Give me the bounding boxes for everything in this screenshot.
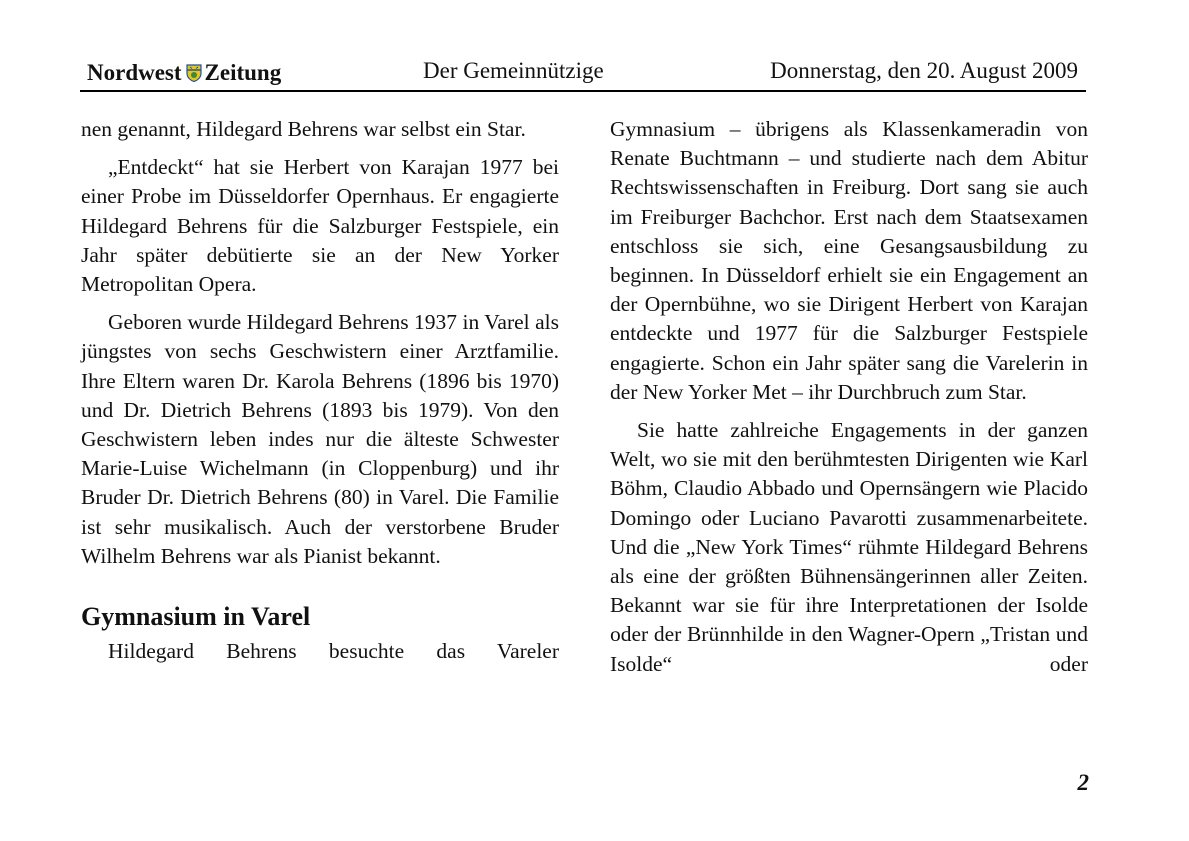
paragraph: nen genannt, Hildegard Behrens war selbst ein Star. bbox=[81, 117, 526, 141]
paragraph: Hildegard Behrens besuchte das Vareler bbox=[108, 639, 559, 664]
masthead-left: Nordwest bbox=[87, 60, 182, 85]
paragraph: Gymnasium – übrigens als Klassenkameradin von Renate Buchtmann – und studierte nach dem Abitur Rechtswissenschaften in Freiburg. Dort sang sie auch im Freiburger Bachchor. Erst nach dem Staatsexamen entschloss sie sich, eine Gesangsausbildung zu beginnen. In Düsseldorf erhielt sie ein Engagement an der Opernbühne, wo sie Dirigent Herbert von Karajan entdeckte und 1977 für die Salzburger Festspiele engagierte. Schon ein Jahr später sang die Varelerin in der New Yorker Met – ihr Durchbruch zum Star. bbox=[610, 117, 1088, 404]
paragraph: Geboren wurde Hildegard Behrens 1937 in Varel als jüngstes von sechs Geschwistern einer Arztfamilie. Ihre Eltern waren Dr. Karola Behrens (1896 bis 1970) und Dr. Dietrich Behrens (1893 bis 1979). Von den Geschwistern leben indes nur die älteste Schwester Marie-Luise Wichelmann (in Cloppenburg) und ihr Bruder Dr. Dietrich Behrens (80) in Varel. Die Familie ist sehr musikalisch. Auch der verstorbene Bruder Wilhelm Behrens war als Pianist bekannt. bbox=[81, 310, 559, 568]
newspaper-masthead bbox=[87, 60, 281, 86]
paragraph: „Entdeckt“ hat sie Herbert von Karajan 1977 bei einer Probe im Düsseldorfer Opernhaus. Er engagierte Hildegard Behrens für die Salzburger Festspiele, ein Jahr später debütierte sie an der New Yorker Metropolitan Opera. bbox=[81, 155, 559, 297]
masthead-right: Zeitung bbox=[204, 60, 282, 85]
right-column bbox=[610, 115, 1088, 679]
page-header bbox=[80, 56, 1086, 92]
issue-date: Donnerstag, den 20. August 2009 bbox=[770, 58, 1078, 83]
section-title: Der Gemeinnützige bbox=[423, 58, 604, 83]
left-column bbox=[81, 115, 559, 666]
coat-of-arms-icon bbox=[186, 64, 202, 82]
page-number: 2 bbox=[1077, 770, 1089, 795]
subheading: Gymnasium in Varel bbox=[81, 602, 311, 632]
paragraph: Sie hatte zahlreiche Engagements in der ganzen Welt, wo sie mit den berühmtesten Dirigenten wie Karl Böhm, Claudio Abbado und Opernsängern wie Placido Domingo oder Luciano Pavarotti zusammenarbeitete. Und die „New York Times“ rühmte Hildegard Behrens als eine der größten Bühnensängerinnen aller Zeiten. Bekannt war sie für ihre Interpretationen der Isolde oder der Brünnhilde in den Wagner-Opern „Tristan und Isolde“ oder bbox=[610, 418, 1088, 676]
